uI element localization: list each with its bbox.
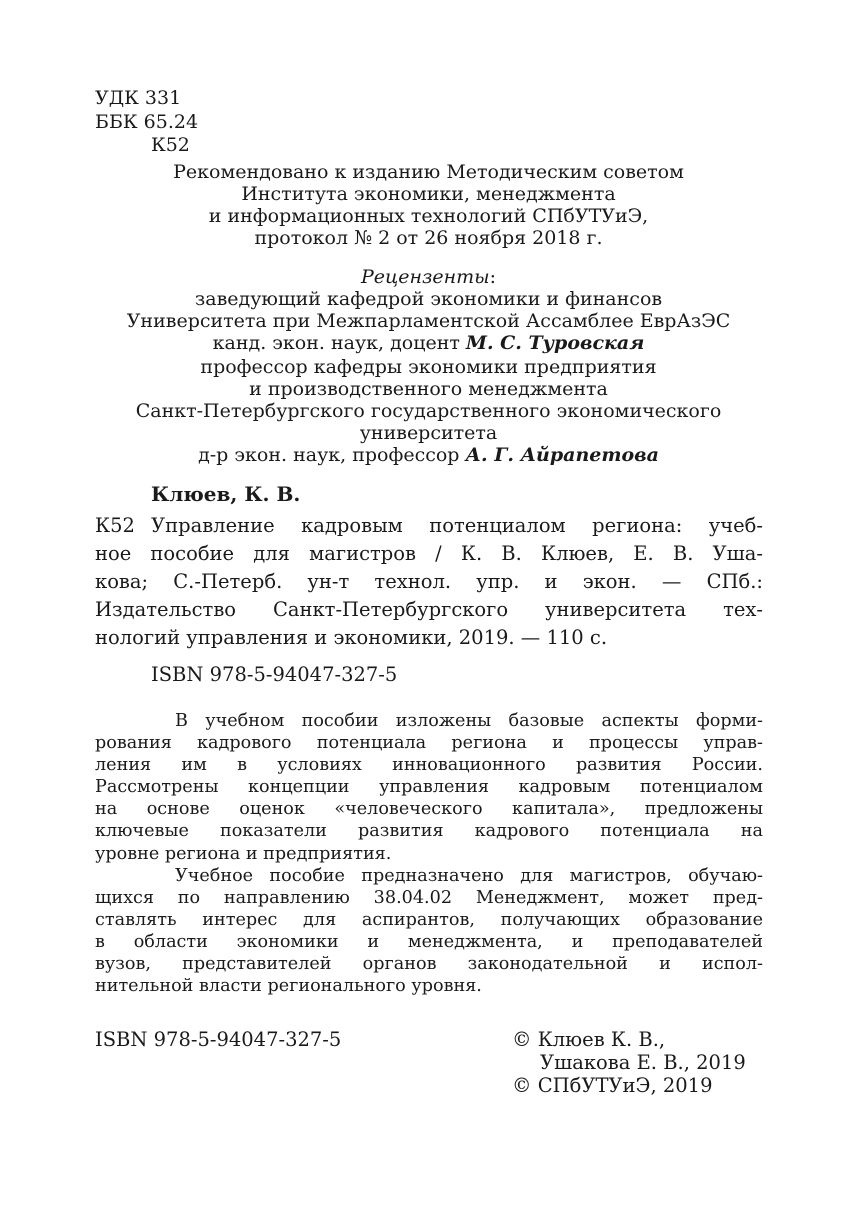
abstract	[95, 710, 763, 997]
reviewers-heading-colon: :	[489, 266, 497, 288]
author-mark: К52	[151, 134, 190, 156]
udk-code: УДК 331	[95, 87, 182, 109]
recommendation-line-3: и информационных технологий СПбУТУиЭ,	[208, 205, 649, 227]
bibliographic-description-cont	[95, 540, 763, 652]
reviewer2-line-4: университета	[359, 422, 498, 444]
copyright-authors-line-2: Ушакова Е. В., 2019	[540, 1051, 746, 1074]
recommendation-line-4: протокол № 2 от 26 ноября 2018 г.	[254, 227, 603, 249]
abstract-line-12: вузов, представителей органов законодательной и испол-	[95, 954, 763, 975]
bibliographic-line-1: Управление кадровым потенциалом региона: учеб-	[151, 514, 763, 537]
abstract-line-1: В учебном пособии изложены базовые аспекты форми-	[175, 711, 763, 731]
reviewer2-title: д-р экон. наук, профессор	[198, 444, 466, 466]
abstract-line-4: Рассмотрены концепции управления кадровым потенциалом	[95, 777, 763, 798]
reviewer1-credentials	[0, 332, 857, 354]
abstract-line-10: ставлять интерес для аспирантов, получающих образование	[95, 909, 763, 930]
bibliographic-isbn: ISBN 978-5-94047-327-5	[151, 663, 398, 686]
reviewers-heading-text: Рецензенты	[360, 266, 490, 288]
abstract-line-7: уровне региона и предприятия.	[95, 843, 392, 864]
copyright-publisher: © СПбУТУиЭ, 2019	[512, 1074, 713, 1097]
abstract-line-3: ления им в условиях инновационного развития России.	[95, 755, 763, 776]
abstract-line-8: Учебное пособие предназначено для магистров, обучаю-	[175, 865, 763, 886]
reviewer2-credentials	[0, 444, 857, 466]
reviewer2-line-2: и производственного менеджмента	[249, 378, 608, 400]
abstract-line-13: нительной власти регионального уровня.	[95, 976, 482, 997]
abstract-line-6: ключевые показатели развития кадрового потенциала на	[95, 821, 763, 842]
bibliographic-description	[151, 512, 763, 540]
bibliographic-line-3: кова; С.-Петерб. ун-т технол. упр. и экон. — СПб.:	[95, 570, 763, 593]
bibliographic-mark: К52	[95, 514, 135, 537]
bibliographic-line-4: Издательство Санкт-Петербургского университета тех-	[95, 598, 763, 621]
bibliographic-author: Клюев, К. В.	[151, 482, 301, 506]
recommendation-line-2: Института экономики, менеджмента	[241, 183, 616, 205]
reviewer1-name: М. С. Туровская	[465, 332, 645, 354]
reviewer1-line-1: заведующий кафедрой экономики и финансов	[194, 288, 663, 310]
reviewer2-line-1: профессор кафедры экономики предприятия	[200, 356, 657, 378]
bibliographic-line-5: нологий управления и экономики, 2019. — 110 с.	[95, 626, 608, 649]
reviewer1-line-2: Университета при Межпарламентской Ассамблее ЕврАзЭС	[126, 310, 731, 332]
reviewer1-title: канд. экон. наук, доцент	[212, 332, 466, 354]
abstract-line-5: на основе оценок «человеческого капитала», предложены	[95, 799, 763, 820]
bbk-code: ББК 65.24	[95, 111, 199, 133]
copyright-authors-line-1: © Клюев К. В.,	[512, 1028, 666, 1051]
reviewer2-name: А. Г. Айрапетова	[465, 444, 659, 466]
bibliographic-line-2: ное пособие для магистров / К. В. Клюев, Е. В. Уша-	[95, 542, 763, 565]
abstract-line-11: в области экономики и менеджмента, и преподавателей	[95, 931, 763, 952]
recommendation-line-1: Рекомендовано к изданию Методическим советом	[173, 161, 684, 183]
reviewer2-line-3: Санкт-Петербургского государственного экономического	[135, 400, 722, 422]
footer-isbn: ISBN 978-5-94047-327-5	[95, 1028, 342, 1051]
abstract-line-9: щихся по направлению 38.04.02 Менеджмент, может пред-	[95, 887, 763, 908]
reviewers-heading	[0, 266, 857, 288]
abstract-line-2: рования кадрового потенциала региона и процессы управ-	[95, 733, 763, 754]
